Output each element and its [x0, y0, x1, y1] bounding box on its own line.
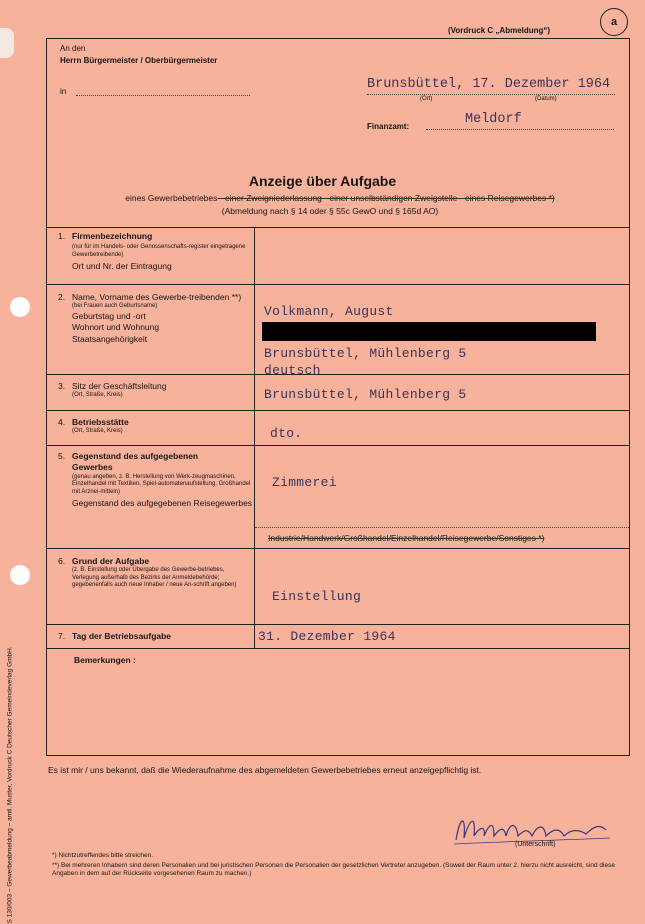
row4-note: (Ort, Straße, Kreis): [72, 428, 123, 435]
row6-num: 6.: [58, 556, 66, 566]
row-divider-2: [46, 374, 630, 375]
value-name: Volkmann, August: [264, 304, 394, 319]
value-tag: 31. Dezember 1964: [258, 629, 396, 644]
subtitle-struck: · einer Zweigniederlassung · einer unselbständigen Zweigstelle · eines Reisegewerbes *): [217, 193, 555, 203]
row3-num: 3.: [58, 381, 66, 391]
frame-top: [46, 38, 630, 39]
row5-label: [58, 451, 253, 510]
row4-label: [58, 417, 253, 436]
table-col-divider: [254, 227, 255, 649]
signature-line-label: (Unterschrift): [515, 841, 556, 848]
row2-wohnort: Wohnort und Wohnung: [72, 322, 160, 333]
in-label: in: [60, 87, 67, 96]
row5-inner-line: [255, 526, 629, 528]
value-staat: deutsch: [264, 363, 321, 378]
place-date-line: [367, 93, 615, 95]
subtitle-start: eines Gewerbebetriebes: [125, 193, 218, 203]
row2-label: [58, 292, 253, 345]
finanzamt-value: Meldorf: [465, 112, 522, 127]
row5-head: Gegenstand des aufgegebenen Gewerbes: [72, 451, 199, 473]
row-divider-1: [46, 284, 630, 285]
row3-label: [58, 381, 253, 400]
value-wohnort: Brunsbüttel, Mühlenberg 5: [264, 346, 467, 361]
table-top: [46, 227, 630, 228]
corner-letter: a: [610, 16, 618, 28]
row2-staat: Staatsangehörigkeit: [72, 333, 148, 344]
row1-num: 1.: [58, 231, 66, 241]
finanzamt-line: [426, 128, 614, 130]
row4-head: Betriebsstätte: [72, 417, 129, 427]
row2-geburt: Geburtstag und -ort: [72, 310, 146, 321]
in-field-line: [76, 94, 250, 96]
punch-hole-bottom: [10, 565, 30, 585]
row5-num: 5.: [58, 451, 66, 461]
row2-head: Name, Vorname des Gewerbe-treibenden **): [72, 292, 242, 302]
row1-label: [58, 231, 253, 273]
form-code: (Vordruck C „Abmeldung“): [448, 26, 551, 35]
row1-note: (nur für im Handels- oder Genossenschafts-register eingetragene Gewerbetreibende): [72, 244, 246, 258]
form-subtitle-line2: (Abmeldung nach § 14 oder § 55c GewO und § 165d AO): [221, 206, 439, 216]
row5-note: (genau angeben, z. B. Herstellung von Werk-zeugmaschinen, Einzelhandel mit Textilien, Spiel-automatenaufstellung, Großhandel mit Arznei-mitteln): [72, 473, 251, 495]
ort-label: (Ort): [420, 96, 433, 102]
frame-bottom: [46, 755, 630, 756]
row-divider-6: [46, 624, 630, 625]
addressee-line2: Herrn Bürgermeister / Oberbürgermeister: [60, 56, 218, 65]
redaction-bar: [262, 322, 596, 341]
row1-head: Firmenbezeichnung: [72, 231, 153, 241]
datum-label: (Datum): [535, 96, 557, 102]
row7-label: [58, 631, 253, 642]
corner-letter-circle: [600, 8, 628, 36]
row3-head: Sitz der Geschäftsleitung: [72, 381, 167, 391]
punch-hole-top: [10, 297, 30, 317]
value-grund: Einstellung: [272, 589, 362, 604]
row6-head: Grund der Aufgabe: [72, 556, 150, 566]
paper-tear: [0, 28, 14, 58]
branche-options: Industrie/Handwerk/Großhandel/Einzelhandel/Reisegewerbe/Sonstiges *): [268, 533, 545, 543]
value-sitz: Brunsbüttel, Mühlenberg 5: [264, 387, 467, 402]
value-gegenstand: Zimmerei: [272, 475, 337, 490]
row6-label: [58, 556, 253, 590]
footnote-2: **) Bei mehreren Inhabern sind deren Personalien und bei juristischen Personen die Personalien der gesetzlichen Vertreter anzugeben. (Soweit der Raum unter 2. hierzu nicht ausreicht, sind diese Angaben in dem auf der Rückseite vorgesehenen Raum zu machen.): [52, 862, 615, 878]
row-divider-7: [46, 648, 630, 649]
row2-note: (bei Frauen auch Geburtsname): [72, 303, 158, 310]
bemerkungen-label: Bemerkungen :: [74, 655, 136, 665]
row-divider-4: [46, 445, 630, 446]
row6-note: (z. B. Einstellung oder Übergabe des Gewerbe-betriebes, Verlegung außerhalb des Bezirks der Anmeldebehörde; gegebenenfalls auch neue Inhaber / neue An-schrift angeben): [72, 567, 237, 589]
side-imprint: S 130/003 – Gewerbeabmeldung – amtl. Muster, Vordruck C Deutscher Gemeindeverlag GmbH.: [6, 646, 14, 924]
row3-note: (Ort, Straße, Kreis): [72, 392, 123, 399]
row-divider-3: [46, 410, 630, 411]
row-divider-5: [46, 548, 630, 549]
row7-num: 7.: [58, 631, 66, 641]
place-date-value: Brunsbüttel, 17. Dezember 1964: [367, 77, 611, 92]
row7-head: Tag der Betriebsaufgabe: [72, 631, 172, 641]
form-title: Anzeige über Aufgabe: [248, 173, 397, 189]
value-betriebsstaette: dto.: [270, 426, 303, 441]
row4-num: 4.: [58, 417, 66, 427]
footnote-1: *) Nichtzutreffendes bitte streichen.: [52, 852, 154, 859]
form-subtitle: [70, 193, 610, 203]
row1-tail: Ort und Nr. der Eintragung: [72, 261, 172, 272]
addressee-line1: An den: [60, 44, 86, 53]
row5-tail: Gegenstand des aufgegebenen Reisegewerbes: [72, 498, 253, 509]
finanzamt-label: Finanzamt:: [367, 122, 410, 131]
row2-num: 2.: [58, 292, 66, 302]
statement: Es ist mir / uns bekannt, daß die Wiederaufnahme des abgemeldeten Gewerbebetriebes erneut anzeigepflichtig ist.: [48, 765, 482, 775]
